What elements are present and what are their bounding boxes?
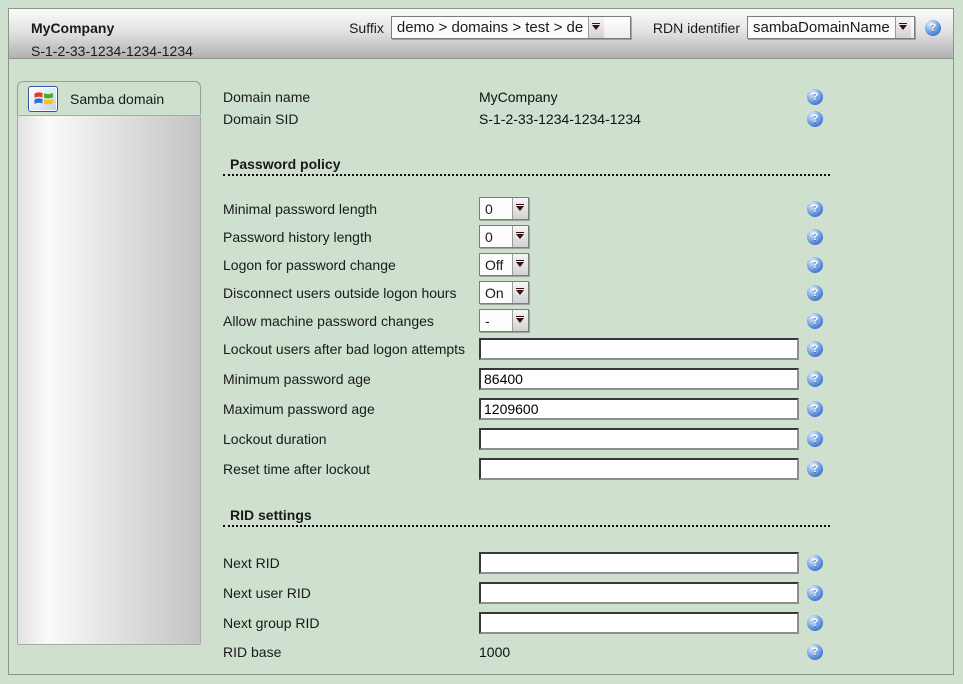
next-group-rid-input[interactable] [479, 612, 799, 634]
form-row [223, 551, 953, 575]
field-slot [479, 253, 799, 276]
rid-base-value: 1000 [479, 644, 511, 660]
help-icon[interactable]: ? [807, 285, 823, 301]
field-slot [479, 552, 799, 574]
form-row [223, 309, 953, 332]
page-title: MyCompany [31, 19, 115, 36]
help-icon[interactable]: ? [807, 585, 823, 601]
rid-base-row [223, 641, 953, 663]
next-rid-label: Next RID [223, 555, 280, 571]
chevron-down-icon [588, 17, 604, 38]
field-slot [479, 309, 799, 332]
module-sidebar [17, 81, 201, 663]
tab-samba-domain-label: Samba domain [70, 90, 165, 107]
chevron-down-icon [512, 310, 528, 331]
form-row [223, 253, 953, 276]
help-icon[interactable]: ? [807, 229, 823, 245]
field-slot [479, 338, 799, 360]
tab-samba-domain[interactable] [17, 81, 201, 115]
help-icon[interactable]: ? [807, 371, 823, 387]
lockout-duration-input[interactable] [479, 428, 799, 450]
minimum-password-age-input[interactable] [479, 368, 799, 390]
suffix-select-value: demo > domains > test > de [392, 17, 588, 38]
minimum-password-age-label: Minimum password age [223, 371, 371, 387]
reset-time-after-lockout-input[interactable] [479, 458, 799, 480]
help-icon[interactable]: ? [807, 341, 823, 357]
help-icon[interactable]: ? [807, 257, 823, 273]
domain-name-value: MyCompany [479, 89, 558, 105]
disconnect-users-label: Disconnect users outside logon hours [223, 284, 457, 301]
domain-sid-row [223, 108, 953, 130]
lockout-duration-label: Lockout duration [223, 431, 327, 447]
next-rid-input[interactable] [479, 552, 799, 574]
lockout-users-label: Lockout users after bad logon attempts [223, 341, 466, 357]
next-user-rid-label: Next user RID [223, 585, 311, 601]
rdn-identifier-label: RDN identifier [652, 19, 740, 36]
field-slot [479, 197, 799, 220]
form-row [223, 581, 953, 605]
field-slot [479, 428, 799, 450]
windows-logo-icon [28, 86, 58, 112]
password-policy-section-header [223, 156, 830, 176]
select-value: - [480, 310, 512, 331]
logon-for-password-change-label: Logon for password change [223, 256, 396, 273]
main-content [201, 59, 953, 663]
page-header [9, 9, 953, 59]
rid-settings-section-header [223, 507, 830, 527]
field-slot [479, 458, 799, 480]
logon-for-password-change-select[interactable] [479, 253, 529, 276]
field-slot [479, 281, 799, 304]
select-value: On [480, 282, 512, 303]
help-icon[interactable]: ? [807, 644, 823, 660]
domain-name-label: Domain name [223, 89, 311, 105]
select-value: Off [480, 254, 512, 275]
page-body [9, 59, 953, 663]
next-group-rid-label: Next group RID [223, 615, 320, 631]
field-slot [479, 398, 799, 420]
form-row [223, 427, 953, 451]
help-icon[interactable]: ? [807, 201, 823, 217]
chevron-down-icon [512, 254, 528, 275]
field-slot [479, 582, 799, 604]
password-policy-title: Password policy [230, 156, 341, 172]
help-icon[interactable]: ? [807, 431, 823, 447]
field-slot [479, 368, 799, 390]
help-icon[interactable]: ? [925, 20, 941, 36]
form-row [223, 225, 953, 248]
form-row [223, 197, 953, 220]
allow-machine-password-changes-select[interactable] [479, 309, 529, 332]
help-icon[interactable]: ? [807, 461, 823, 477]
domain-sid-label: Domain SID [223, 111, 299, 127]
maximum-password-age-input[interactable] [479, 398, 799, 420]
next-user-rid-input[interactable] [479, 582, 799, 604]
header-row-top [9, 9, 953, 42]
help-icon[interactable]: ? [807, 313, 823, 329]
header-domain-sid: S-1-2-33-1234-1234-1234 [31, 43, 193, 59]
disconnect-users-select[interactable] [479, 281, 529, 304]
lockout-users-input[interactable] [479, 338, 799, 360]
rdn-select-value: sambaDomainName [748, 17, 895, 38]
select-value: 0 [480, 226, 512, 247]
select-value: 0 [480, 198, 512, 219]
chevron-down-icon [512, 226, 528, 247]
help-icon[interactable]: ? [807, 401, 823, 417]
reset-time-after-lockout-label: Reset time after lockout [223, 461, 371, 477]
form-row [223, 611, 953, 635]
rid-settings-title: RID settings [230, 507, 312, 523]
suffix-label: Suffix [349, 19, 384, 36]
form-row [223, 281, 953, 304]
chevron-down-icon [512, 282, 528, 303]
help-icon[interactable]: ? [807, 555, 823, 571]
password-history-length-select[interactable] [479, 225, 529, 248]
minimal-password-length-label: Minimal password length [223, 200, 378, 217]
chevron-down-icon [512, 198, 528, 219]
sidebar-panel [17, 115, 201, 645]
chevron-down-icon [895, 17, 911, 38]
samba-domain-page [8, 8, 954, 675]
help-icon[interactable]: ? [807, 111, 823, 127]
suffix-select[interactable] [391, 16, 631, 39]
field-slot [479, 612, 799, 634]
form-row [223, 457, 953, 481]
domain-sid-value: S-1-2-33-1234-1234-1234 [479, 111, 641, 127]
form-row [223, 397, 953, 421]
field-slot [479, 225, 799, 248]
rdn-identifier-select[interactable] [747, 16, 915, 39]
minimal-password-length-select[interactable] [479, 197, 529, 220]
form-row [223, 337, 953, 361]
rid-base-label: RID base [223, 644, 282, 660]
domain-name-row [223, 86, 953, 108]
help-icon[interactable]: ? [807, 89, 823, 105]
maximum-password-age-label: Maximum password age [223, 401, 375, 417]
form-row [223, 367, 953, 391]
allow-machine-password-changes-label: Allow machine password changes [223, 312, 434, 329]
help-icon[interactable]: ? [807, 615, 823, 631]
password-history-length-label: Password history length [223, 228, 372, 245]
